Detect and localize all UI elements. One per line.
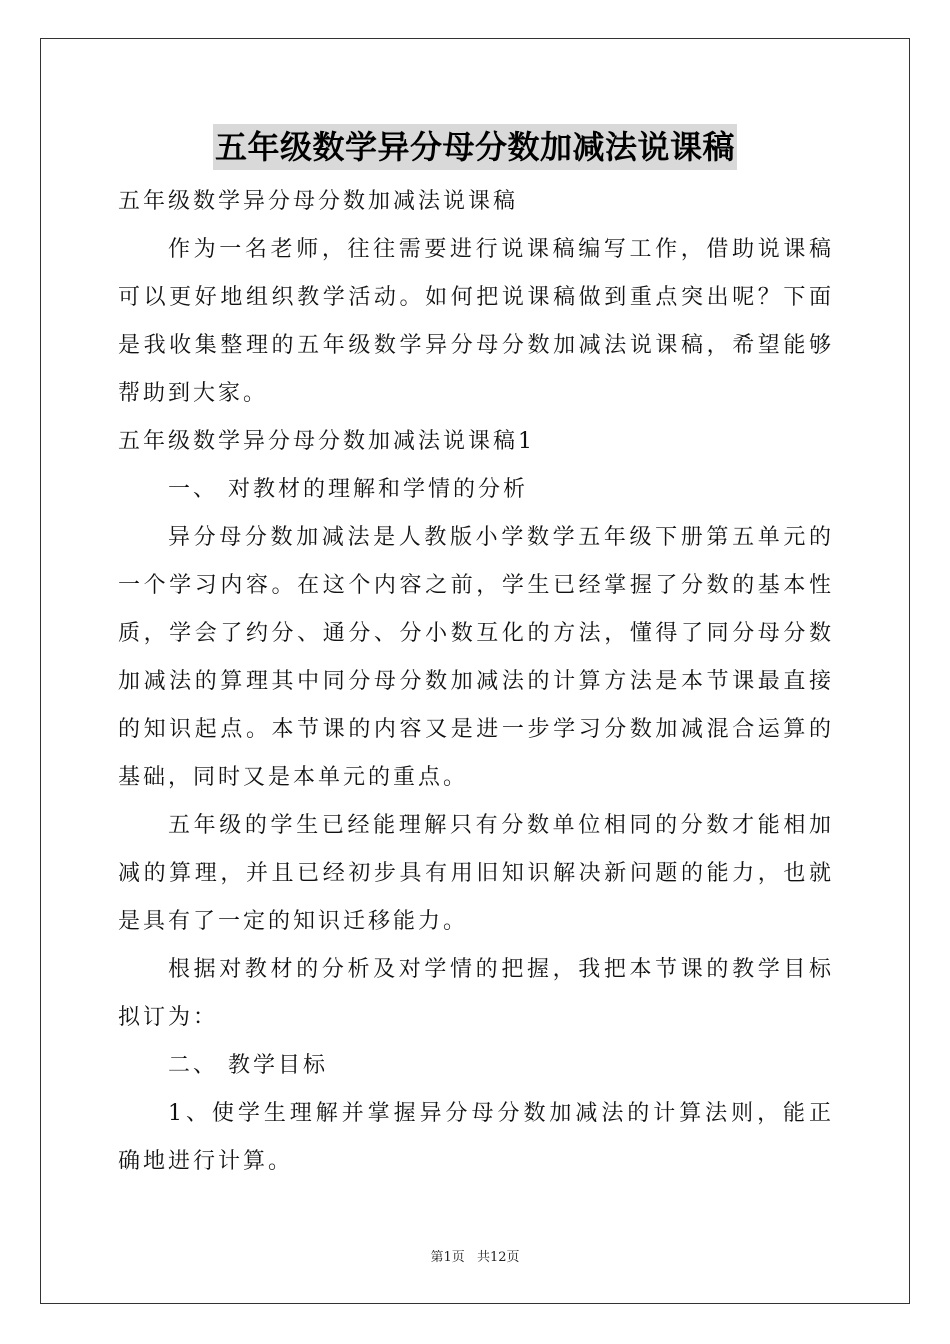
page-total: 共12页	[476, 1250, 520, 1265]
paragraph: 五年级数学异分母分数加减法说课稿1	[118, 429, 535, 454]
title-wrap	[0, 124, 950, 170]
section-heading: 二、 教学目标	[168, 1053, 328, 1078]
paragraph: 根据对教材的分析及对学情的把握，我把本节课的教学目标拟订为：	[118, 957, 834, 1030]
document-title: 五年级数学异分母分数加减法说课稿	[213, 124, 737, 170]
section-heading: 一、 对教材的理解和学情的分析	[168, 477, 528, 502]
page-number: 第1页	[430, 1250, 465, 1265]
paragraph: 五年级数学异分母分数加减法说课稿	[118, 189, 519, 214]
paragraph: 作为一名老师，往往需要进行说课稿编写工作，借助说课稿可以更好地组织教学活动。如何把说课稿做到重点突出呢？下面是我收集整理的五年级数学异分母分数加减法说课稿，希望能够帮助到大家。	[118, 237, 834, 406]
document-body	[118, 178, 834, 1186]
page-footer	[0, 1246, 950, 1265]
paragraph: 异分母分数加减法是人教版小学数学五年级下册第五单元的一个学习内容。在这个内容之前，学生已经掌握了分数的基本性质，学会了约分、通分、分小数互化的方法，懂得了同分母分数加减法的算理其中同分母分数加减法的计算方法是本节课最直接的知识起点。本节课的内容又是进一步学习分数加减混合运算的基础，同时又是本单元的重点。	[118, 525, 834, 790]
paragraph: 1、使学生理解并掌握异分母分数加减法的计算法则，能正确地进行计算。	[118, 1101, 834, 1174]
paragraph: 五年级的学生已经能理解只有分数单位相同的分数才能相加减的算理，并且已经初步具有用旧知识解决新问题的能力，也就是具有了一定的知识迁移能力。	[118, 813, 834, 934]
